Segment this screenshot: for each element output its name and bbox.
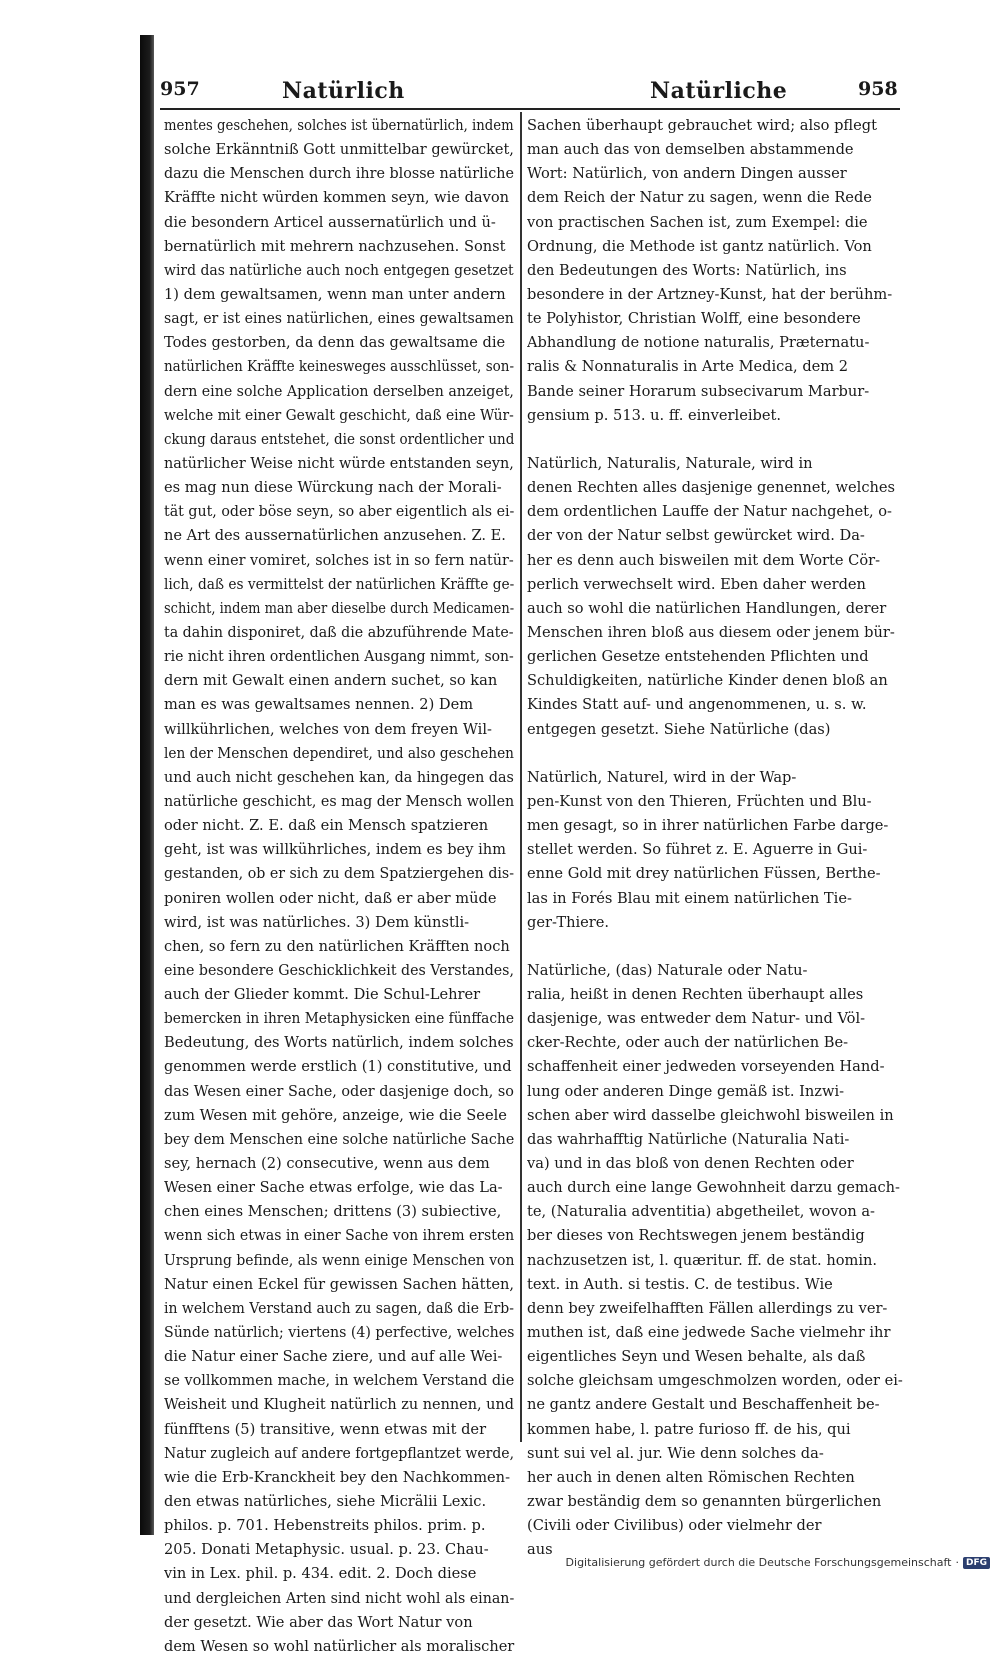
text-line: willkührlichen, welches von dem freyen Wil- xyxy=(164,720,492,738)
text-line: schicht, indem man aber dieselbe durch Medicamen- xyxy=(164,599,515,617)
text-line: 1) dem gewaltsamen, wenn man unter andern xyxy=(164,285,506,303)
text-line: text. in Auth. si testis. C. de testibus. Wie xyxy=(527,1275,833,1293)
text-line: Kindes Statt auf- und angenommenen, u. s. w. xyxy=(527,696,867,714)
text-line: dazu die Menschen durch ihre blosse natürliche xyxy=(164,165,514,183)
text-line: Wesen einer Sache etwas erfolge, wie das La- xyxy=(164,1179,503,1197)
text-line: perlich verwechselt wird. Eben daher werden xyxy=(527,575,866,593)
paragraph-gap xyxy=(527,935,905,959)
text-line: zwar beständig dem so genannten bürgerlichen xyxy=(527,1493,882,1511)
text-line: wird das natürliche auch noch entgegen gesetzet xyxy=(164,261,514,279)
text-line: Natürlich, Naturalis, Naturale, wird in xyxy=(527,454,813,472)
text-line: fünfftens (5) transitive, wenn etwas mit der xyxy=(164,1420,487,1438)
text-line: te, (Naturalia adventitia) abgetheilet, wovon a- xyxy=(527,1203,875,1221)
book-spine xyxy=(140,35,154,1535)
text-line: wenn einer vomiret, solches ist in so fern natür- xyxy=(164,551,514,569)
text-line: las in Forés Blau mit einem natürlichen Tie- xyxy=(527,889,852,907)
text-line: denen Rechten alles dasjenige genennet, welches xyxy=(527,479,896,497)
text-line: der von der Natur selbst gewürcket wird. Da- xyxy=(527,527,865,545)
text-line: nachzusetzen ist, l. quæritur. ff. de stat. homin. xyxy=(527,1251,878,1269)
text-line: ne Art des aussernatürlichen anzusehen. Z. E. xyxy=(164,527,506,545)
text-line: der gesetzt. Wie aber das Wort Natur von xyxy=(164,1613,473,1631)
text-line: Natürliche, (das) Naturale oder Natu- xyxy=(527,961,808,979)
left-running-head: Natürlich xyxy=(282,78,405,104)
text-line: Natürlich, Naturel, wird in der Wap- xyxy=(527,768,797,786)
text-line: kommen habe, l. patre furioso ff. de his, qui xyxy=(527,1420,851,1438)
text-line: dern mit Gewalt einen andern suchet, so kan xyxy=(164,672,498,690)
text-line: das Wesen einer Sache, oder dasjenige doch, so xyxy=(164,1082,514,1100)
right-running-head: Natürliche xyxy=(650,78,788,104)
text-line: eine besondere Geschicklichkeit des Verstandes, xyxy=(164,961,514,979)
text-line: und dergleichen Arten sind nicht wohl als einan- xyxy=(164,1589,515,1607)
text-line: pen-Kunst von den Thieren, Früchten und Blu- xyxy=(527,792,872,810)
text-line: Abhandlung de notione naturalis, Præternatu- xyxy=(527,334,870,352)
text-line: stellet werden. So führet z. E. Aguerre in Gui- xyxy=(527,841,868,859)
text-line: die besondern Articel aussernatürlich und ü- xyxy=(164,213,496,231)
text-line: den Bedeutungen des Worts: Natürlich, ins xyxy=(527,261,847,279)
text-line: Ursprung befinde, als wenn einige Menschen von xyxy=(164,1251,515,1269)
text-line: cker-Rechte, oder auch der natürlichen Be- xyxy=(527,1034,849,1052)
text-line: sey, hernach (2) consecutive, wenn aus dem xyxy=(164,1155,490,1173)
text-line: lich, daß es vermittelst der natürlichen Kräffte ge- xyxy=(164,575,515,593)
text-line: welche mit einer Gewalt geschicht, daß eine Wür- xyxy=(164,406,514,424)
text-line: (Civili oder Civilibus) oder vielmehr der xyxy=(527,1517,822,1535)
text-line: natürlicher Weise nicht würde entstanden seyn, xyxy=(164,454,514,472)
text-line: oder nicht. Z. E. daß ein Mensch spatzieren xyxy=(164,817,489,835)
text-line: die Natur einer Sache ziere, und auf alle Wei- xyxy=(164,1348,503,1366)
text-line: Kräffte nicht würden kommen seyn, wie davon xyxy=(164,189,510,207)
text-line: enne Gold mit drey natürlichen Füssen, Berthe- xyxy=(527,865,881,883)
text-line: Ordnung, die Methode ist gantz natürlich. Von xyxy=(527,237,872,255)
text-line: muthen ist, daß eine jedwede Sache vielmehr ihr xyxy=(527,1324,891,1342)
text-line: Menschen ihren bloß aus diesem oder jenem bür- xyxy=(527,623,895,641)
left-page-number: 957 xyxy=(160,78,200,100)
text-line: Sachen überhaupt gebrauchet wird; also pflegt xyxy=(527,117,877,134)
text-line: schen aber wird dasselbe gleichwohl bisweilen in xyxy=(527,1106,894,1124)
text-line: Weisheit und Klugheit natürlich zu nennen, und xyxy=(164,1396,515,1414)
text-line: geht, ist was willkührliches, indem es bey ihm xyxy=(164,841,506,859)
text-line: rie nicht ihren ordentlichen Ausgang nimmt, son- xyxy=(164,648,514,666)
text-line: in welchem Verstand auch zu sagen, daß die Erb- xyxy=(164,1299,514,1317)
text-line: Schuldigkeiten, natürliche Kinder denen bloß an xyxy=(527,672,888,690)
text-line: aus xyxy=(527,1541,553,1559)
text-line: den etwas natürliches, siehe Micrälii Lexic. xyxy=(164,1493,487,1511)
text-line: auch so wohl die natürlichen Handlungen, derer xyxy=(527,599,887,617)
text-line: von practischen Sachen ist, zum Exempel: die xyxy=(527,213,868,231)
text-line: Natur zugleich auf andere fortgepflantzet werde, xyxy=(164,1444,515,1462)
text-line: mentes geschehen, solches ist übernatürlich, indem xyxy=(164,117,514,134)
header-rule xyxy=(160,108,900,110)
text-line: natürliche geschicht, es mag der Mensch wollen xyxy=(164,792,515,810)
text-line: ralis & Nonnaturalis in Arte Medica, dem 2 xyxy=(527,358,849,376)
text-line: philos. p. 701. Hebenstreits philos. prim. p. xyxy=(164,1517,486,1535)
text-line: Bedeutung, des Worts natürlich, indem solches xyxy=(164,1034,514,1052)
right-page-number: 958 xyxy=(858,78,898,100)
footer: Digitalisierung gefördert durch die Deutsche Forschungsgemeinschaft · DFG xyxy=(566,1556,990,1569)
text-line: se vollkommen mache, in welchem Verstand die xyxy=(164,1372,515,1390)
text-line: zum Wesen mit gehöre, anzeige, wie die Seele xyxy=(164,1106,507,1124)
text-line: eigentliches Seyn und Wesen behalte, als daß xyxy=(527,1348,866,1366)
text-line: man es was gewaltsames nennen. 2) Dem xyxy=(164,696,474,714)
text-line: dem ordentlichen Lauffe der Natur nachgehet, o- xyxy=(527,503,892,521)
text-line: es mag nun diese Würckung nach der Morali- xyxy=(164,479,502,497)
text-line: wie die Erb-Kranckheit bey den Nachkommen- xyxy=(164,1468,511,1486)
text-line: Natur einen Eckel für gewissen Sachen hätten, xyxy=(164,1275,514,1293)
text-line: denn bey zweifelhafften Fällen allerdings zu ver- xyxy=(527,1299,888,1317)
text-line: sagt, er ist eines natürlichen, eines gewaltsamen xyxy=(164,310,514,328)
text-line: solche Erkänntniß Gott unmittelbar gewürcket, xyxy=(164,141,514,159)
text-line: tät gut, oder böse seyn, so aber eigentlich als ei- xyxy=(164,503,515,521)
text-line: besondere in der Artzney-Kunst, hat der berühm- xyxy=(527,285,893,303)
text-line: ta dahin disponiret, daß die abzuführende Mate- xyxy=(164,623,514,641)
text-line: chen, so fern zu den natürlichen Kräfften noch xyxy=(164,937,510,955)
text-line: man auch das von demselben abstammende xyxy=(527,141,854,159)
text-line: men gesagt, so in ihrer natürlichen Farbe darge- xyxy=(527,817,889,835)
text-line: len der Menschen dependiret, und also geschehen xyxy=(164,744,514,762)
text-line: va) und in das bloß von denen Rechten oder xyxy=(527,1155,854,1173)
text-line: Bande seiner Horarum subsecivarum Marbur- xyxy=(527,382,870,400)
text-line: sunt sui vel al. jur. Wie denn solches da- xyxy=(527,1444,824,1462)
text-line: Wort: Natürlich, von andern Dingen ausser xyxy=(527,165,847,183)
text-line: bernatürlich mit mehrern nachzusehen. Sonst xyxy=(164,237,506,255)
text-line: ckung daraus entstehet, die sonst ordentlicher und xyxy=(164,430,515,448)
column-divider xyxy=(520,112,522,1442)
text-line: ber dieses von Rechtswegen jenem beständig xyxy=(527,1227,865,1245)
text-line: das wahrhafftig Natürliche (Naturalia Nati- xyxy=(527,1130,850,1148)
text-line: Todes gestorben, da denn das gewaltsame die xyxy=(164,334,506,352)
text-line: gerlichen Gesetze entstehenden Pflichten und xyxy=(527,648,869,666)
footer-text: Digitalisierung gefördert durch die Deutsche Forschungsgemeinschaft xyxy=(565,1556,952,1569)
right-column xyxy=(527,114,905,1562)
text-line: genommen werde erstlich (1) constitutive, und xyxy=(164,1058,512,1076)
paragraph-gap xyxy=(527,742,905,766)
text-line: natürlichen Kräffte keinesweges ausschlüsset, son- xyxy=(164,358,514,376)
text-line: bey dem Menschen eine solche natürliche Sache xyxy=(164,1130,515,1148)
text-line: poniren wollen oder nicht, daß er aber müde xyxy=(164,889,497,907)
left-column xyxy=(164,114,516,1659)
text-line: entgegen gesetzt. Siehe Natürliche (das) xyxy=(527,720,831,738)
text-line: dem Wesen so wohl natürlicher als moralischer xyxy=(164,1637,515,1655)
text-line: te Polyhistor, Christian Wolff, eine besondere xyxy=(527,310,861,328)
text-line: lung oder anderen Dinge gemäß ist. Inzwi- xyxy=(527,1082,845,1100)
text-line: dasjenige, was entweder dem Natur- und Völ- xyxy=(527,1010,866,1028)
text-line: dem Reich der Natur zu sagen, wenn die Rede xyxy=(527,189,872,207)
text-line: ralia, heißt in denen Rechten überhaupt alles xyxy=(527,986,864,1004)
text-line: her auch in denen alten Römischen Rechten xyxy=(527,1468,855,1486)
text-line: gensium p. 513. u. ff. einverleibet. xyxy=(527,406,781,424)
text-line: bemercken in ihren Metaphysicken eine fünffache xyxy=(164,1010,514,1028)
text-line: solche gleichsam umgeschmolzen worden, oder ei- xyxy=(527,1372,903,1390)
text-line: vin in Lex. phil. p. 434. edit. 2. Doch diese xyxy=(164,1565,477,1583)
text-line: chen eines Menschen; drittens (3) subiective, xyxy=(164,1203,502,1221)
text-line: auch der Glieder kommt. Die Schul-Lehrer xyxy=(164,986,481,1004)
text-line: gestanden, ob er sich zu dem Spatziergehen dis- xyxy=(164,865,515,883)
dfg-logo: DFG xyxy=(963,1557,990,1569)
text-line: her es denn auch bisweilen mit dem Worte Cör- xyxy=(527,551,881,569)
text-line: dern eine solche Application derselben anzeiget, xyxy=(164,382,514,400)
text-line: ger-Thiere. xyxy=(527,913,610,931)
text-line: wird, ist was natürliches. 3) Dem künstli- xyxy=(164,913,470,931)
paragraph-gap xyxy=(527,428,905,452)
text-line: schaffenheit einer jedweden vorseyenden Hand- xyxy=(527,1058,885,1076)
text-line: und auch nicht geschehen kan, da hingegen das xyxy=(164,768,514,786)
text-line: ne gantz andere Gestalt und Beschaffenheit be- xyxy=(527,1396,880,1414)
text-line: auch durch eine lange Gewohnheit darzu gemach- xyxy=(527,1179,900,1197)
text-line: wenn sich etwas in einer Sache von ihrem ersten xyxy=(164,1227,515,1245)
text-line: Sünde natürlich; viertens (4) perfective, welches xyxy=(164,1324,515,1342)
text-line: 205. Donati Metaphysic. usual. p. 23. Chau- xyxy=(164,1541,489,1559)
